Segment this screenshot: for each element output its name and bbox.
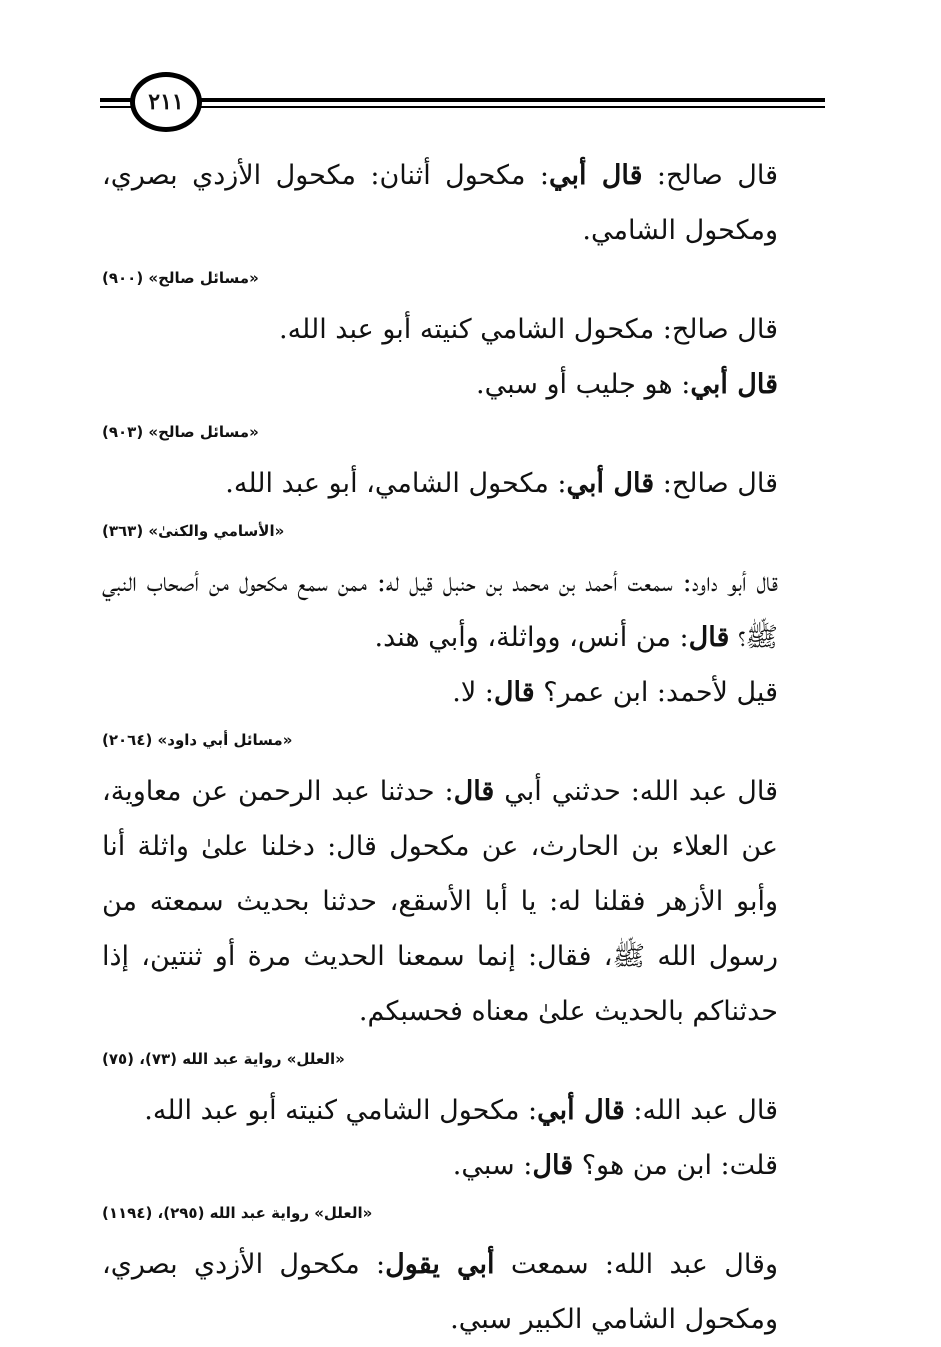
text-run: : مكحول أثنان: مكحول الأزدي بصري، ومكحول الشامي. — [102, 160, 778, 246]
text-paragraph — [102, 1237, 828, 1347]
bold-phrase: قال — [453, 776, 495, 807]
text-run: قال أبو داود: سمعت أحمد بن محمد بن حنبل قيل له: ممن سمع مكحول من أصحاب النبي ﷺ؟ — [102, 567, 778, 653]
source-citation: «مسائل صالح» (٩٠٠) — [102, 269, 259, 287]
source-citation: «الأسامي والكنىٰ» (٣٦٣) — [102, 522, 285, 540]
text-run: : سبي. — [452, 1150, 533, 1181]
text-paragraph — [102, 1138, 828, 1193]
bold-phrase: قال أبي — [549, 160, 643, 191]
text-run: قال عبد الله: حدثني أبي — [494, 776, 778, 807]
bold-phrase: قال أبي — [690, 369, 778, 400]
text-paragraph — [102, 665, 828, 720]
text-run: قال صالح: — [642, 160, 779, 191]
text-paragraph — [102, 1083, 828, 1138]
text-run: : هو جليب أو سبي. — [476, 369, 691, 400]
bold-phrase: قال أبي — [566, 468, 655, 499]
bold-phrase: قال أبي — [537, 1095, 625, 1126]
text-paragraph — [102, 357, 828, 412]
text-run: قال عبد الله: — [624, 1095, 778, 1126]
header-rule-thick — [100, 98, 825, 102]
text-run: قلت: ابن من هو؟ — [573, 1150, 778, 1181]
text-run: : مكحول الشامي، أبو عبد الله. — [225, 468, 567, 499]
text-run: : مكحول الشامي كنيته أبو عبد الله. — [144, 1095, 538, 1126]
text-paragraph — [102, 148, 828, 258]
header-rule-thin — [100, 106, 825, 108]
bold-phrase: أبي يقول — [385, 1249, 495, 1280]
text-run: : لا. — [452, 677, 494, 708]
source-citation: «مسائل أبي داود» (٢٠٦٤) — [102, 731, 293, 749]
page-header — [100, 72, 825, 132]
page-body — [102, 148, 828, 1347]
source-citation: «مسائل صالح» (٩٠٣) — [102, 423, 259, 441]
text-run: قال صالح: — [654, 468, 778, 499]
page-number: ٢١١ — [130, 72, 202, 132]
source-citation: «العلل» رواية عبد الله (٧٣)، (٧٥) — [102, 1050, 345, 1068]
text-run: وقال عبد الله: سمعت — [494, 1249, 778, 1280]
text-paragraph — [102, 456, 828, 511]
bold-phrase: قال — [532, 1150, 574, 1181]
bold-phrase: قال — [688, 622, 730, 653]
source-citation: «العلل» رواية عبد الله (٢٩٥)، (١١٩٤) — [102, 1204, 373, 1222]
text-paragraph — [102, 302, 828, 357]
text-run: : مكحول الأزدي بصري، ومكحول الشامي الكبير سبي. — [102, 1249, 778, 1335]
text-run: قال صالح: مكحول الشامي كنيته أبو عبد الله. — [279, 314, 778, 345]
bold-phrase: قال — [493, 677, 535, 708]
text-run: قيل لأحمد: ابن عمر؟ — [534, 677, 778, 708]
text-paragraph — [102, 764, 828, 1039]
text-run: : حدثنا عبد الرحمن عن معاوية، عن العلاء بن الحارث، عن مكحول قال: دخلنا علىٰ واثلة أنا وأبو الأزهر فقلنا له: يا أبا الأسقع، حدثنا بحديث سمعته من رسول الله ﷺ، فقال: إنما سمعنا الحديث مرة أو ثنتين، إذا حدثناكم بالحديث علىٰ معناه فحسبكم. — [102, 776, 778, 1027]
text-paragraph — [102, 555, 828, 665]
text-run: : من أنس، وواثلة، وأبي هند. — [374, 622, 689, 653]
